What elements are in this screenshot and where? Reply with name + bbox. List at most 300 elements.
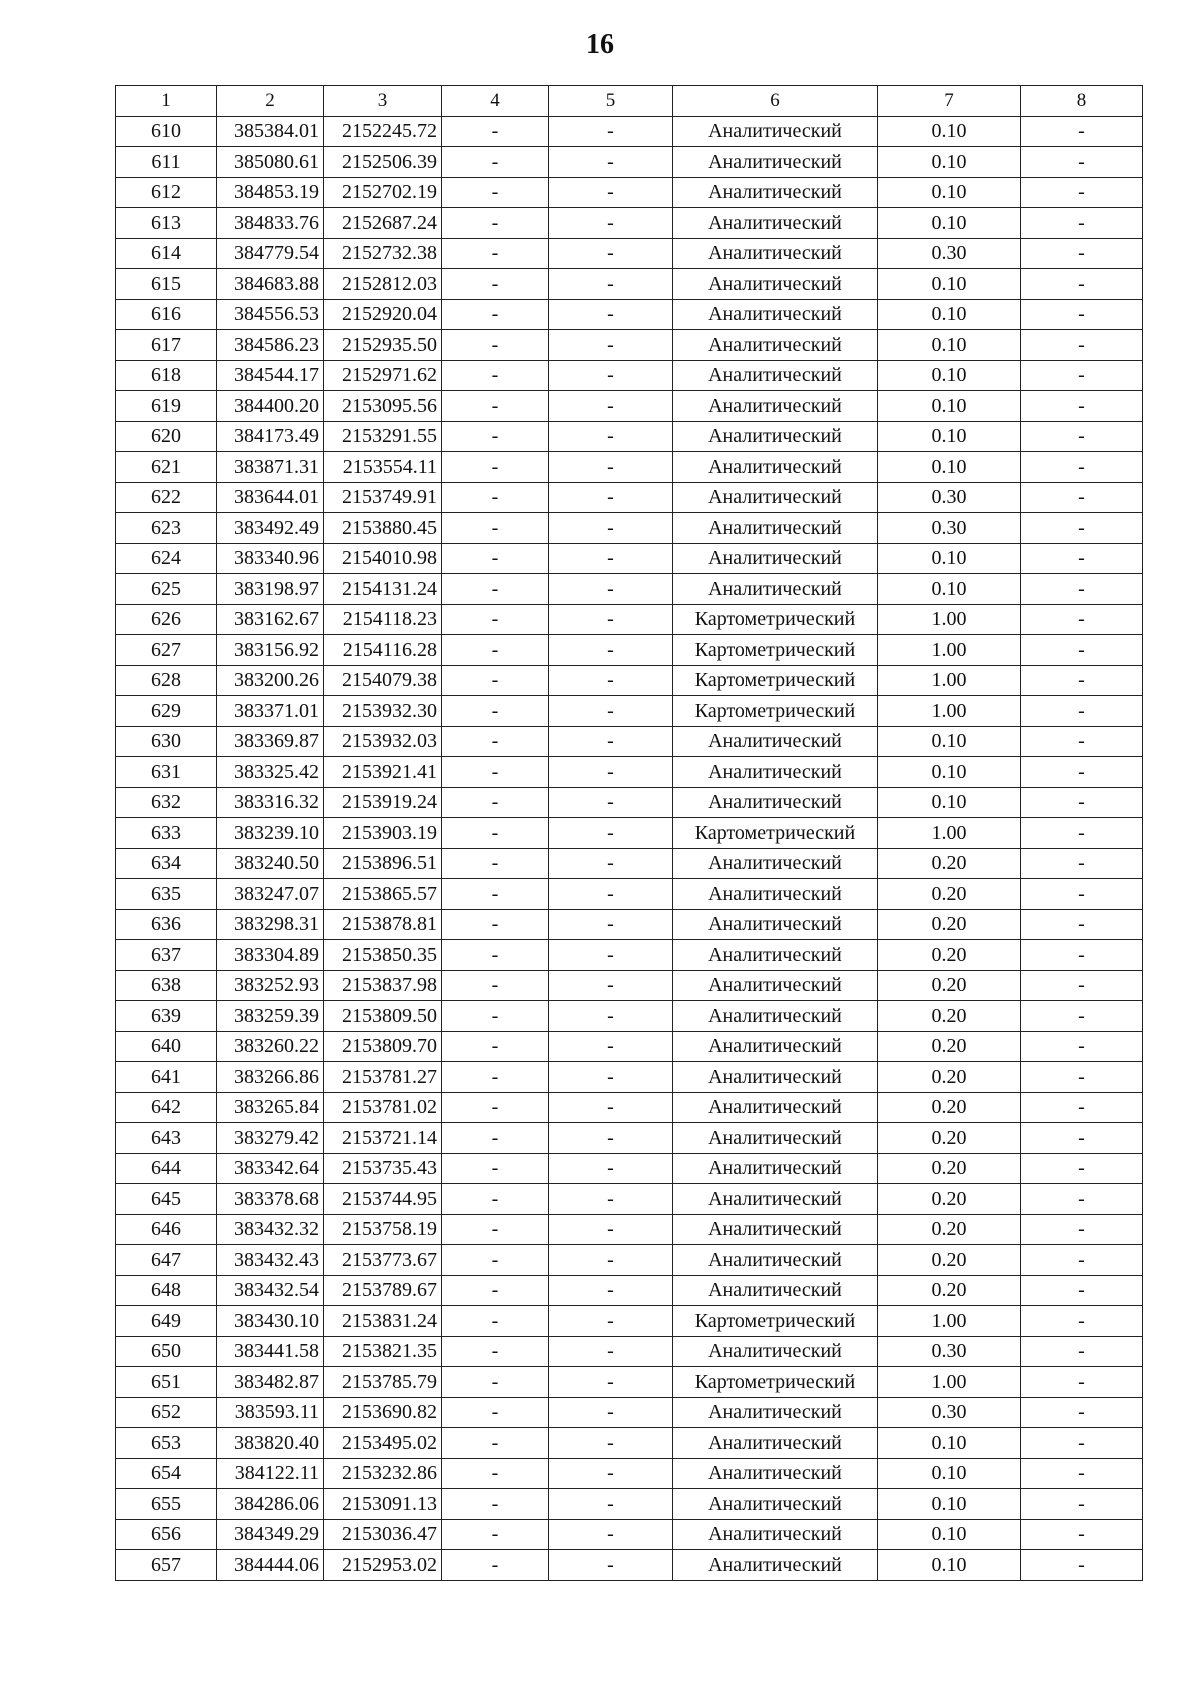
table-row: [116, 1092, 1143, 1123]
table-cell-col-6: Аналитический: [673, 787, 878, 818]
column-header-4: 4: [442, 86, 549, 117]
table-row: [116, 909, 1143, 940]
table-cell-col-8: -: [1021, 1184, 1143, 1215]
table-cell-col-2: 384444.06: [217, 1550, 324, 1581]
table-cell-col-6: Аналитический: [673, 574, 878, 605]
table-cell-col-3: 2153749.91: [324, 482, 442, 513]
table-cell-col-1: 618: [116, 360, 217, 391]
table-cell-col-5: -: [549, 1306, 673, 1337]
table-cell-col-4: -: [442, 1214, 549, 1245]
table-cell-col-5: -: [549, 787, 673, 818]
table-cell-col-7: 0.20: [878, 940, 1021, 971]
table-cell-col-4: -: [442, 635, 549, 666]
table-cell-col-2: 383432.54: [217, 1275, 324, 1306]
table-cell-col-3: 2153903.19: [324, 818, 442, 849]
table-cell-col-3: 2154010.98: [324, 543, 442, 574]
table-cell-col-4: -: [442, 1123, 549, 1154]
table-cell-col-6: Аналитический: [673, 482, 878, 513]
table-cell-col-3: 2153721.14: [324, 1123, 442, 1154]
table-cell-col-8: -: [1021, 1367, 1143, 1398]
table-cell-col-3: 2153896.51: [324, 848, 442, 879]
table-cell-col-5: -: [549, 147, 673, 178]
table-cell-col-1: 644: [116, 1153, 217, 1184]
table-row: [116, 330, 1143, 361]
table-cell-col-6: Аналитический: [673, 238, 878, 269]
table-cell-col-6: Аналитический: [673, 1397, 878, 1428]
table-cell-col-7: 0.10: [878, 147, 1021, 178]
table-cell-col-1: 653: [116, 1428, 217, 1459]
table-cell-col-7: 0.20: [878, 909, 1021, 940]
table-cell-col-2: 383200.26: [217, 665, 324, 696]
table-cell-col-4: -: [442, 543, 549, 574]
table-cell-col-8: -: [1021, 147, 1143, 178]
table-cell-col-5: -: [549, 970, 673, 1001]
table-cell-col-6: Аналитический: [673, 1031, 878, 1062]
table-cell-col-3: 2152687.24: [324, 208, 442, 239]
table-cell-col-1: 621: [116, 452, 217, 483]
table-cell-col-5: -: [549, 208, 673, 239]
table-cell-col-3: 2152920.04: [324, 299, 442, 330]
table-cell-col-4: -: [442, 116, 549, 147]
table-cell-col-8: -: [1021, 940, 1143, 971]
table-row: [116, 726, 1143, 757]
table-cell-col-5: -: [549, 818, 673, 849]
table-cell-col-5: -: [549, 1092, 673, 1123]
table-cell-col-1: 654: [116, 1458, 217, 1489]
table-cell-col-2: 383820.40: [217, 1428, 324, 1459]
table-cell-col-1: 623: [116, 513, 217, 544]
table-cell-col-2: 383279.42: [217, 1123, 324, 1154]
table-cell-col-7: 0.10: [878, 1458, 1021, 1489]
table-cell-col-8: -: [1021, 1519, 1143, 1550]
table-row: [116, 391, 1143, 422]
table-cell-col-6: Аналитический: [673, 1336, 878, 1367]
table-cell-col-6: Аналитический: [673, 208, 878, 239]
table-cell-col-1: 635: [116, 879, 217, 910]
table-cell-col-8: -: [1021, 1489, 1143, 1520]
table-cell-col-3: 2153932.03: [324, 726, 442, 757]
table-cell-col-7: 1.00: [878, 696, 1021, 727]
table-cell-col-5: -: [549, 421, 673, 452]
table-cell-col-7: 0.20: [878, 1184, 1021, 1215]
table-cell-col-1: 612: [116, 177, 217, 208]
table-cell-col-6: Аналитический: [673, 1428, 878, 1459]
table-cell-col-2: 383162.67: [217, 604, 324, 635]
table-cell-col-4: -: [442, 1458, 549, 1489]
table-cell-col-5: -: [549, 1214, 673, 1245]
table-row: [116, 1184, 1143, 1215]
table-row: [116, 635, 1143, 666]
table-cell-col-7: 0.20: [878, 1092, 1021, 1123]
table-cell-col-6: Аналитический: [673, 1519, 878, 1550]
table-cell-col-1: 647: [116, 1245, 217, 1276]
table-cell-col-4: -: [442, 1153, 549, 1184]
table-cell-col-6: Картометрический: [673, 696, 878, 727]
table-cell-col-5: -: [549, 116, 673, 147]
table-cell-col-6: Картометрический: [673, 818, 878, 849]
table-cell-col-7: 0.10: [878, 1428, 1021, 1459]
table-cell-col-1: 616: [116, 299, 217, 330]
table-cell-col-6: Аналитический: [673, 1184, 878, 1215]
table-cell-col-3: 2153837.98: [324, 970, 442, 1001]
table-cell-col-5: -: [549, 1489, 673, 1520]
table-cell-col-7: 0.10: [878, 574, 1021, 605]
table-cell-col-4: -: [442, 238, 549, 269]
table-cell-col-5: -: [549, 482, 673, 513]
table-cell-col-8: -: [1021, 116, 1143, 147]
table-cell-col-2: 383247.07: [217, 879, 324, 910]
table-cell-col-4: -: [442, 818, 549, 849]
table-cell-col-6: Аналитический: [673, 909, 878, 940]
table-cell-col-3: 2152506.39: [324, 147, 442, 178]
table-cell-col-3: 2152812.03: [324, 269, 442, 300]
table-cell-col-7: 0.10: [878, 1550, 1021, 1581]
table-cell-col-1: 652: [116, 1397, 217, 1428]
table-cell-col-3: 2152732.38: [324, 238, 442, 269]
table-cell-col-4: -: [442, 1062, 549, 1093]
table-row: [116, 1153, 1143, 1184]
table-cell-col-6: Картометрический: [673, 635, 878, 666]
table-cell-col-3: 2153773.67: [324, 1245, 442, 1276]
column-header-7: 7: [878, 86, 1021, 117]
table-cell-col-4: -: [442, 665, 549, 696]
table-cell-col-5: -: [549, 848, 673, 879]
table-cell-col-3: 2154131.24: [324, 574, 442, 605]
table-cell-col-1: 611: [116, 147, 217, 178]
table-cell-col-2: 383369.87: [217, 726, 324, 757]
table-cell-col-6: Аналитический: [673, 543, 878, 574]
table-cell-col-2: 384556.53: [217, 299, 324, 330]
table-cell-col-6: Аналитический: [673, 848, 878, 879]
table-cell-col-8: -: [1021, 1062, 1143, 1093]
table-row: [116, 1458, 1143, 1489]
table-cell-col-7: 0.20: [878, 1123, 1021, 1154]
table-cell-col-8: -: [1021, 1550, 1143, 1581]
table-cell-col-4: -: [442, 970, 549, 1001]
table-cell-col-1: 636: [116, 909, 217, 940]
coordinates-table: [115, 85, 1143, 1581]
table-cell-col-2: 383492.49: [217, 513, 324, 544]
table-cell-col-5: -: [549, 757, 673, 788]
table-row: [116, 1336, 1143, 1367]
table-cell-col-4: -: [442, 909, 549, 940]
table-row: [116, 1489, 1143, 1520]
table-cell-col-1: 650: [116, 1336, 217, 1367]
table-row: [116, 879, 1143, 910]
table-cell-col-8: -: [1021, 238, 1143, 269]
table-cell-col-6: Аналитический: [673, 757, 878, 788]
table-cell-col-8: -: [1021, 1001, 1143, 1032]
table-row: [116, 1214, 1143, 1245]
table-row: [116, 1275, 1143, 1306]
table-cell-col-2: 384779.54: [217, 238, 324, 269]
table-cell-col-8: -: [1021, 909, 1143, 940]
table-row: [116, 1001, 1143, 1032]
column-header-3: 3: [324, 86, 442, 117]
column-header-2: 2: [217, 86, 324, 117]
table-cell-col-8: -: [1021, 1336, 1143, 1367]
table-cell-col-2: 383432.32: [217, 1214, 324, 1245]
table-cell-col-6: Аналитический: [673, 147, 878, 178]
table-cell-col-2: 384400.20: [217, 391, 324, 422]
table-cell-col-5: -: [549, 940, 673, 971]
table-cell-col-6: Аналитический: [673, 1458, 878, 1489]
table-cell-col-7: 0.10: [878, 452, 1021, 483]
table-cell-col-6: Картометрический: [673, 1367, 878, 1398]
table-cell-col-4: -: [442, 1489, 549, 1520]
table-cell-col-5: -: [549, 1031, 673, 1062]
table-cell-col-8: -: [1021, 787, 1143, 818]
table-row: [116, 1031, 1143, 1062]
table-cell-col-2: 384349.29: [217, 1519, 324, 1550]
table-cell-col-5: -: [549, 1519, 673, 1550]
table-cell-col-3: 2153495.02: [324, 1428, 442, 1459]
table-row: [116, 604, 1143, 635]
table-cell-col-2: 384173.49: [217, 421, 324, 452]
table-cell-col-8: -: [1021, 421, 1143, 452]
table-cell-col-3: 2153758.19: [324, 1214, 442, 1245]
table-cell-col-6: Аналитический: [673, 879, 878, 910]
table-body: [116, 116, 1143, 1580]
table-row: [116, 787, 1143, 818]
table-cell-col-4: -: [442, 147, 549, 178]
table-row: [116, 1306, 1143, 1337]
table-cell-col-4: -: [442, 1550, 549, 1581]
table-cell-col-3: 2153789.67: [324, 1275, 442, 1306]
table-row: [116, 1367, 1143, 1398]
table-cell-col-3: 2153690.82: [324, 1397, 442, 1428]
table-cell-col-6: Аналитический: [673, 1275, 878, 1306]
table-cell-col-7: 1.00: [878, 818, 1021, 849]
table-cell-col-4: -: [442, 696, 549, 727]
table-row: [116, 1397, 1143, 1428]
table-cell-col-4: -: [442, 848, 549, 879]
table-cell-col-2: 383304.89: [217, 940, 324, 971]
table-cell-col-4: -: [442, 1336, 549, 1367]
table-cell-col-2: 384853.19: [217, 177, 324, 208]
table-cell-col-6: Аналитический: [673, 940, 878, 971]
table-cell-col-8: -: [1021, 574, 1143, 605]
table-row: [116, 116, 1143, 147]
table-cell-col-3: 2153878.81: [324, 909, 442, 940]
table-cell-col-4: -: [442, 574, 549, 605]
table-cell-col-4: -: [442, 391, 549, 422]
table-cell-col-7: 0.20: [878, 1001, 1021, 1032]
table-cell-col-1: 627: [116, 635, 217, 666]
table-row: [116, 543, 1143, 574]
table-cell-col-1: 655: [116, 1489, 217, 1520]
table-cell-col-7: 0.30: [878, 1397, 1021, 1428]
table-cell-col-8: -: [1021, 635, 1143, 666]
table-cell-col-1: 645: [116, 1184, 217, 1215]
table-cell-col-1: 619: [116, 391, 217, 422]
table-cell-col-2: 383378.68: [217, 1184, 324, 1215]
table-cell-col-2: 384586.23: [217, 330, 324, 361]
table-cell-col-8: -: [1021, 1458, 1143, 1489]
table-cell-col-7: 0.10: [878, 1519, 1021, 1550]
table-cell-col-6: Аналитический: [673, 1245, 878, 1276]
table-cell-col-2: 383342.64: [217, 1153, 324, 1184]
table-cell-col-1: 615: [116, 269, 217, 300]
table-cell-col-8: -: [1021, 726, 1143, 757]
table-cell-col-1: 633: [116, 818, 217, 849]
table-cell-col-2: 383240.50: [217, 848, 324, 879]
table-cell-col-1: 656: [116, 1519, 217, 1550]
table-cell-col-1: 630: [116, 726, 217, 757]
table-cell-col-8: -: [1021, 665, 1143, 696]
table-cell-col-2: 383252.93: [217, 970, 324, 1001]
table-cell-col-2: 383316.32: [217, 787, 324, 818]
table-cell-col-2: 384122.11: [217, 1458, 324, 1489]
table-cell-col-6: Аналитический: [673, 970, 878, 1001]
table-cell-col-6: Аналитический: [673, 1214, 878, 1245]
table-cell-col-6: Аналитический: [673, 726, 878, 757]
table-cell-col-5: -: [549, 574, 673, 605]
table-cell-col-7: 0.30: [878, 482, 1021, 513]
table-cell-col-3: 2153880.45: [324, 513, 442, 544]
table-cell-col-6: Аналитический: [673, 513, 878, 544]
table-cell-col-5: -: [549, 1367, 673, 1398]
table-cell-col-8: -: [1021, 513, 1143, 544]
table-cell-col-8: -: [1021, 818, 1143, 849]
table-cell-col-2: 383266.86: [217, 1062, 324, 1093]
table-cell-col-1: 610: [116, 116, 217, 147]
table-cell-col-7: 0.20: [878, 970, 1021, 1001]
table-cell-col-3: 2154116.28: [324, 635, 442, 666]
table-cell-col-7: 1.00: [878, 1306, 1021, 1337]
table-cell-col-3: 2153291.55: [324, 421, 442, 452]
table-cell-col-5: -: [549, 1245, 673, 1276]
table-cell-col-2: 383298.31: [217, 909, 324, 940]
table-cell-col-6: Аналитический: [673, 1092, 878, 1123]
table-cell-col-7: 0.20: [878, 1153, 1021, 1184]
table-cell-col-2: 383482.87: [217, 1367, 324, 1398]
table-cell-col-6: Аналитический: [673, 330, 878, 361]
table-cell-col-1: 649: [116, 1306, 217, 1337]
table-cell-col-4: -: [442, 513, 549, 544]
table-cell-col-7: 0.30: [878, 513, 1021, 544]
table-cell-col-5: -: [549, 238, 673, 269]
table-cell-col-4: -: [442, 787, 549, 818]
table-cell-col-5: -: [549, 604, 673, 635]
table-cell-col-7: 0.20: [878, 1062, 1021, 1093]
table-cell-col-2: 383371.01: [217, 696, 324, 727]
table-cell-col-5: -: [549, 360, 673, 391]
table-row: [116, 574, 1143, 605]
table-cell-col-8: -: [1021, 269, 1143, 300]
table-cell-col-5: -: [549, 330, 673, 361]
table-cell-col-4: -: [442, 330, 549, 361]
table-cell-col-4: -: [442, 726, 549, 757]
table-cell-col-4: -: [442, 360, 549, 391]
table-cell-col-2: 383198.97: [217, 574, 324, 605]
table-cell-col-2: 383871.31: [217, 452, 324, 483]
table-cell-col-1: 617: [116, 330, 217, 361]
table-cell-col-4: -: [442, 269, 549, 300]
table-cell-col-6: Аналитический: [673, 1489, 878, 1520]
table-row: [116, 360, 1143, 391]
table-cell-col-4: -: [442, 1367, 549, 1398]
table-cell-col-8: -: [1021, 1397, 1143, 1428]
table-cell-col-8: -: [1021, 1092, 1143, 1123]
table-cell-col-6: Аналитический: [673, 421, 878, 452]
table-cell-col-1: 632: [116, 787, 217, 818]
table-cell-col-3: 2153781.02: [324, 1092, 442, 1123]
table-cell-col-7: 1.00: [878, 635, 1021, 666]
table-row: [116, 970, 1143, 1001]
table-cell-col-8: -: [1021, 1306, 1143, 1337]
table-row: [116, 757, 1143, 788]
table-cell-col-4: -: [442, 1092, 549, 1123]
table-cell-col-1: 646: [116, 1214, 217, 1245]
table-cell-col-1: 638: [116, 970, 217, 1001]
table-cell-col-1: 631: [116, 757, 217, 788]
table-row: [116, 1550, 1143, 1581]
table-cell-col-1: 641: [116, 1062, 217, 1093]
table-cell-col-2: 384544.17: [217, 360, 324, 391]
table-cell-col-1: 637: [116, 940, 217, 971]
table-cell-col-2: 385080.61: [217, 147, 324, 178]
table-cell-col-4: -: [442, 208, 549, 239]
table-cell-col-8: -: [1021, 848, 1143, 879]
table-cell-col-6: Аналитический: [673, 269, 878, 300]
table-cell-col-7: 0.10: [878, 330, 1021, 361]
table-row: [116, 269, 1143, 300]
table-cell-col-5: -: [549, 1550, 673, 1581]
table-cell-col-3: 2153735.43: [324, 1153, 442, 1184]
table-cell-col-2: 385384.01: [217, 116, 324, 147]
table-cell-col-6: Аналитический: [673, 1062, 878, 1093]
table-cell-col-4: -: [442, 1031, 549, 1062]
table-cell-col-5: -: [549, 635, 673, 666]
table-cell-col-4: -: [442, 757, 549, 788]
table-cell-col-3: 2152971.62: [324, 360, 442, 391]
table-cell-col-5: -: [549, 452, 673, 483]
table-cell-col-4: -: [442, 1428, 549, 1459]
table-cell-col-6: Аналитический: [673, 1153, 878, 1184]
table-cell-col-1: 624: [116, 543, 217, 574]
table-cell-col-4: -: [442, 940, 549, 971]
table-cell-col-3: 2152953.02: [324, 1550, 442, 1581]
table-cell-col-3: 2153744.95: [324, 1184, 442, 1215]
table-cell-col-7: 0.10: [878, 726, 1021, 757]
table-cell-col-3: 2152245.72: [324, 116, 442, 147]
table-row: [116, 482, 1143, 513]
table-cell-col-4: -: [442, 1306, 549, 1337]
table-cell-col-6: Аналитический: [673, 360, 878, 391]
table-cell-col-7: 0.20: [878, 848, 1021, 879]
table-cell-col-3: 2153865.57: [324, 879, 442, 910]
table-cell-col-5: -: [549, 1336, 673, 1367]
table-cell-col-3: 2153091.13: [324, 1489, 442, 1520]
table-row: [116, 1519, 1143, 1550]
table-cell-col-5: -: [549, 1062, 673, 1093]
table-cell-col-5: -: [549, 1428, 673, 1459]
table-cell-col-3: 2153921.41: [324, 757, 442, 788]
table-cell-col-1: 625: [116, 574, 217, 605]
table-cell-col-7: 0.10: [878, 757, 1021, 788]
table-header-row: [116, 86, 1143, 117]
table-cell-col-2: 383156.92: [217, 635, 324, 666]
table-cell-col-4: -: [442, 879, 549, 910]
table-row: [116, 1245, 1143, 1276]
table-cell-col-5: -: [549, 665, 673, 696]
table-cell-col-2: 383239.10: [217, 818, 324, 849]
table-cell-col-5: -: [549, 177, 673, 208]
table-cell-col-1: 614: [116, 238, 217, 269]
table-cell-col-8: -: [1021, 879, 1143, 910]
table-cell-col-2: 383259.39: [217, 1001, 324, 1032]
